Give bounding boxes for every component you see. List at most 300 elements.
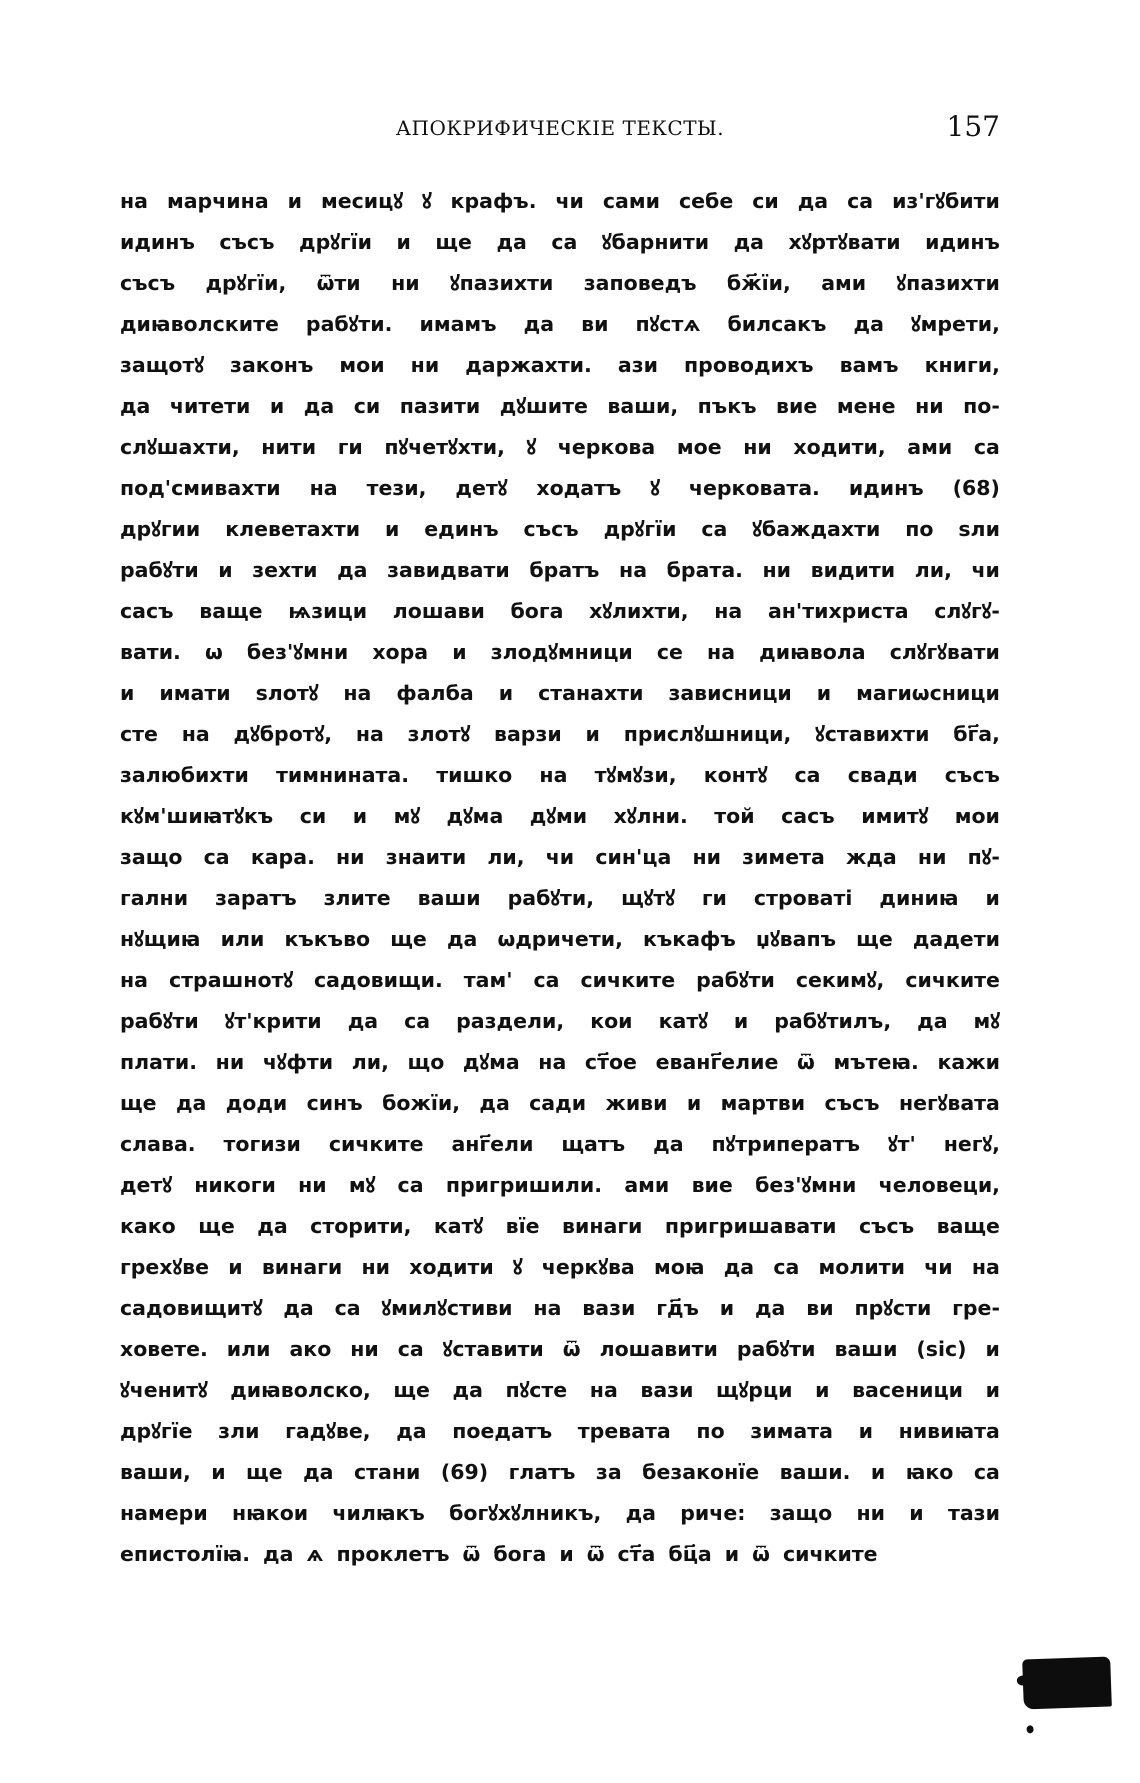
word: заратъ (215, 885, 297, 910)
word: синъ (306, 1090, 363, 1115)
word: клеветахти (225, 516, 361, 541)
word: съсъ (523, 516, 579, 541)
word: злодꙋмници (490, 639, 633, 664)
word: диꙗволско, (230, 1377, 371, 1402)
word: на (971, 1254, 1000, 1279)
word: рабꙋтилъ, (774, 1008, 892, 1033)
word: моꙗ (653, 1254, 705, 1279)
word: на (343, 680, 372, 705)
word: са (397, 1172, 424, 1197)
word: нꙋщиꙗ (120, 926, 201, 951)
page-number: 157 (946, 110, 1000, 143)
word: вамъ (839, 352, 899, 377)
word: си (353, 393, 381, 418)
word: чилꙗкъ (332, 1500, 425, 1525)
ink-blot (1022, 1656, 1112, 1709)
word: ꙋпазихти (449, 270, 554, 295)
word: (sic) (916, 1336, 967, 1361)
word: ꙗко (905, 1459, 954, 1484)
word: ами (624, 1172, 670, 1197)
word: ще (390, 926, 427, 951)
text-line (120, 426, 1000, 467)
text-line (120, 467, 1000, 508)
word: се (656, 639, 683, 664)
word: ꙋт' (888, 1131, 916, 1156)
word: ѕли (958, 516, 1000, 541)
word: ѧ (306, 1541, 324, 1566)
text-line (120, 959, 1000, 1000)
text-line (120, 631, 1000, 672)
word: дꙋма (446, 803, 504, 828)
word: бц҃а (668, 1541, 712, 1566)
word: доди (225, 1090, 288, 1115)
word: ни (215, 1049, 245, 1074)
word: са (973, 1459, 1000, 1484)
word: глатъ (508, 1459, 576, 1484)
word: ходити, (793, 434, 886, 459)
word: хꙋлни. (613, 803, 688, 828)
text-line (120, 590, 1000, 631)
text-line (120, 713, 1000, 754)
word: да (479, 1090, 510, 1115)
word: са (773, 1254, 800, 1279)
word: анг҃ели (451, 1131, 534, 1156)
word: са (334, 1295, 361, 1320)
word: мене (836, 393, 896, 418)
word: ꙋставихти (815, 721, 930, 746)
word: и (452, 639, 467, 664)
word: негꙋ, (943, 1131, 1000, 1156)
word: черковата. (688, 475, 820, 500)
word: да (303, 393, 335, 418)
word: мартви (720, 1090, 806, 1115)
word: ст҃а (617, 1541, 656, 1566)
word: на (309, 475, 338, 500)
word: къкафъ (642, 926, 736, 951)
word: идинъ (848, 475, 924, 500)
word: хꙋлихти, (589, 598, 689, 623)
word: ни (298, 1172, 327, 1197)
word: ꙋ (650, 475, 660, 500)
word: себе (678, 188, 734, 213)
word: ази (617, 352, 658, 377)
word: тези, (366, 475, 427, 500)
word: залюбихти (120, 762, 249, 787)
word: без'ꙋмни (246, 639, 349, 664)
word: заповедъ (583, 270, 697, 295)
word: на (589, 1377, 618, 1402)
word: проводихъ (684, 352, 814, 377)
word: ни (917, 844, 947, 869)
word: ѿти (316, 270, 361, 295)
word: ваши (417, 885, 481, 910)
word: варзи (493, 721, 562, 746)
word: катꙋ (433, 1213, 484, 1238)
word: ꙋченитꙋ (120, 1377, 208, 1402)
word: дрꙋгии (120, 516, 201, 541)
word: единъ (424, 516, 499, 541)
word: магиѡсници (856, 680, 1000, 705)
word: на (120, 188, 148, 213)
word: ваши, (120, 1459, 191, 1484)
word: и (384, 516, 400, 541)
word: плати. (120, 1049, 198, 1074)
word: си (299, 803, 327, 828)
word: на (539, 762, 568, 787)
word: чꙋфти (262, 1049, 334, 1074)
word: ами (907, 434, 953, 459)
word: ги (337, 434, 363, 459)
word: имитꙋ (861, 803, 929, 828)
word: на (619, 557, 648, 582)
text-line (120, 344, 1000, 385)
word: бога (510, 598, 564, 623)
word: да (755, 1295, 786, 1320)
word: дрꙋгїи (299, 229, 372, 254)
word: да (723, 1254, 755, 1279)
text-line (120, 262, 1000, 303)
word: да (347, 1008, 379, 1033)
word: да (337, 557, 368, 582)
text-line (120, 877, 1000, 918)
word: молити (818, 1254, 905, 1279)
word: ст҃ое (584, 1049, 637, 1074)
word: из'гꙋбити (892, 188, 1000, 213)
word: ѡдричети, (497, 926, 623, 951)
word: ами (821, 270, 867, 295)
word: рабꙋти (696, 967, 775, 992)
word: садовищитꙋ (120, 1295, 263, 1320)
text-line (120, 1492, 1000, 1533)
word: сичките (328, 1131, 424, 1156)
word: тогизи (223, 1131, 301, 1156)
word: мꙋ (348, 1172, 376, 1197)
word: (69) (440, 1459, 489, 1484)
word: слꙋшахти, (120, 434, 240, 459)
text-line (120, 303, 1000, 344)
word: пꙋстѧ (635, 311, 701, 336)
word: да (303, 1459, 334, 1484)
word: ще (435, 229, 472, 254)
word: риче: (680, 1500, 746, 1525)
word: да (396, 1418, 427, 1443)
word: пригришили. (445, 1172, 603, 1197)
word: мои (339, 352, 385, 377)
word: и (909, 1500, 924, 1525)
word: нити (261, 434, 317, 459)
word: ваши, (607, 393, 679, 418)
word: сичките (580, 967, 676, 992)
word: мои (954, 803, 1000, 828)
word: ꙋбарнити (601, 229, 710, 254)
word: са (533, 967, 560, 992)
text-line (120, 180, 1000, 221)
word: ѿ (586, 1541, 605, 1566)
word: са (404, 1008, 431, 1033)
text-line (120, 918, 1000, 959)
word: рабꙋти (120, 557, 199, 582)
word: да (797, 188, 829, 213)
word: съсъ (944, 762, 1000, 787)
word: поедатъ (452, 1418, 553, 1443)
word: сторити, (310, 1213, 412, 1238)
word: катꙋ (658, 1008, 708, 1033)
text-line (120, 1041, 1000, 1082)
word: книги, (924, 352, 1000, 377)
word: человеци, (878, 1172, 1000, 1197)
word: бж҃їи, (726, 270, 791, 295)
word: дрꙋгїе (120, 1418, 193, 1443)
word: билсакъ (727, 311, 827, 336)
word: диꙗволските (120, 311, 279, 336)
word: ако (289, 1336, 332, 1361)
word: и (211, 1459, 226, 1484)
word: и (733, 1008, 749, 1033)
word: братъ (529, 557, 600, 582)
word: да (446, 926, 478, 951)
word: ли, (914, 557, 952, 582)
text-line (120, 549, 1000, 590)
word: ни (350, 1336, 379, 1361)
word: и (985, 885, 1000, 910)
word: чи (545, 844, 575, 869)
word: за (595, 1459, 622, 1484)
word: тишко (436, 762, 513, 787)
word: на (355, 721, 384, 746)
word: ли, (351, 1049, 389, 1074)
word: диниꙗ (879, 885, 959, 910)
word: дрꙋгїи (603, 516, 677, 541)
word: гре- (952, 1295, 1000, 1320)
word: божїи, (382, 1090, 461, 1115)
word: да (523, 311, 555, 336)
text-line (120, 221, 1000, 262)
word: чи (971, 557, 1000, 582)
word: гални (120, 885, 189, 910)
word: чи (924, 1254, 953, 1279)
word: ꙋ (421, 188, 432, 213)
word: сади (529, 1090, 587, 1115)
word: ви (581, 311, 609, 336)
text-line (120, 1369, 1000, 1410)
word: ни (692, 844, 721, 869)
word: на (181, 721, 210, 746)
word: щꙋрци (716, 1377, 793, 1402)
word: и (816, 680, 832, 705)
word: гд҃ъ (656, 1295, 699, 1320)
word: на (120, 967, 148, 992)
word: съсъ (120, 270, 176, 295)
word: що (407, 1049, 445, 1074)
text-line-last (120, 1533, 1000, 1574)
word: нивиꙗта (898, 1418, 1000, 1443)
word: диꙗвола (759, 639, 866, 664)
word: са (397, 1336, 424, 1361)
word: са (551, 229, 578, 254)
word: слꙋгꙋ- (934, 598, 1000, 623)
word: вази (582, 1295, 636, 1320)
word: ваще (936, 1213, 1000, 1238)
word: защотꙋ (120, 352, 204, 377)
word: по (905, 516, 934, 541)
word: и (858, 1418, 873, 1443)
word: брата. (666, 557, 743, 582)
word: ще (393, 1377, 430, 1402)
word: къкъво (284, 926, 371, 951)
word: ни (856, 1500, 886, 1525)
word: ще (198, 1213, 235, 1238)
word: щатъ (561, 1131, 626, 1156)
word: мое (676, 434, 722, 459)
word: черкꙋва (541, 1254, 635, 1279)
word: ꙋ (526, 434, 537, 459)
word: негꙋвата (898, 1090, 1000, 1115)
word: ни (762, 557, 792, 582)
word: завидвати (387, 557, 510, 582)
word: кꙋм'шиꙗтꙋкъ (120, 803, 274, 828)
text-line (120, 1000, 1000, 1041)
word: да (733, 229, 765, 254)
word: ще (120, 1090, 157, 1115)
word: станахти (538, 680, 644, 705)
word: намери (120, 1500, 208, 1525)
word: са (794, 762, 821, 787)
word: мътеꙗ. (833, 1049, 919, 1074)
word: слꙋгꙋвати (889, 639, 1000, 664)
word: зимета (742, 844, 825, 869)
word: черкова (557, 434, 656, 459)
word: прꙋсти (854, 1295, 932, 1320)
word: читети (169, 393, 251, 418)
word: ходити (409, 1254, 494, 1279)
word: жда (845, 844, 897, 869)
running-title: АПОКРИФИЧЕСКІЕ ТЕКСТЫ. (395, 116, 725, 140)
word: кои (590, 1008, 633, 1033)
word: са (973, 434, 1000, 459)
word: васеници (852, 1377, 964, 1402)
word: слава. (120, 1131, 196, 1156)
word: зимата (750, 1418, 833, 1443)
word: вази (640, 1377, 694, 1402)
word: тꙋмꙋзи, (594, 762, 677, 787)
word: са (701, 516, 728, 541)
word: пригришавати (664, 1213, 837, 1238)
word: живи (605, 1090, 668, 1115)
word: ни (915, 393, 944, 418)
word: пазити (399, 393, 481, 418)
word: и (287, 188, 303, 213)
word: марчина (166, 188, 269, 213)
word: вие (691, 1172, 733, 1197)
word: тимнината. (276, 762, 410, 787)
word: никоги (194, 1172, 276, 1197)
word: ꙋмрети, (910, 311, 1000, 336)
word: да (653, 1131, 684, 1156)
word: и (686, 1090, 702, 1115)
word: пꙋчетꙋхти, (384, 434, 505, 459)
word: фалба (396, 680, 474, 705)
word: имамъ (419, 311, 497, 336)
text-line (120, 1205, 1000, 1246)
word: сасъ (781, 803, 835, 828)
word: дрꙋгїи, (205, 270, 287, 295)
word: и (870, 1459, 886, 1484)
text-line (120, 1451, 1000, 1492)
word: винаги (561, 1213, 643, 1238)
word: си (752, 188, 779, 213)
word: пꙋсте (505, 1377, 568, 1402)
word: ли, (487, 844, 525, 869)
text-line (120, 1287, 1000, 1328)
word: ни (410, 352, 440, 377)
word: ꙋпазихти (896, 270, 1000, 295)
word: (68) (952, 475, 1000, 500)
word: винаги (261, 1254, 343, 1279)
word: крафъ. (450, 188, 537, 213)
word: стани (353, 1459, 421, 1484)
word: вїе (505, 1213, 540, 1238)
word: съсъ (824, 1090, 880, 1115)
word: прислꙋшници, (623, 721, 792, 746)
word: и (498, 680, 514, 705)
text-line (120, 385, 1000, 426)
word: идинъ (925, 229, 1000, 254)
word: секимꙋ, (795, 967, 885, 992)
word: детꙋ (455, 475, 508, 500)
word: и (396, 229, 411, 254)
word: ховете. (120, 1336, 208, 1361)
word: дꙋшите (499, 393, 588, 418)
word: и (559, 1541, 574, 1566)
word: ни (336, 844, 365, 869)
word: ви (806, 1295, 834, 1320)
word: нꙗкои (231, 1500, 309, 1525)
word: и (120, 680, 135, 705)
word: на (714, 598, 743, 623)
word: сасъ (120, 598, 174, 623)
text-line (120, 1328, 1000, 1369)
word: ѡ (204, 639, 223, 664)
word: и (585, 721, 600, 746)
word: дадети (912, 926, 1000, 951)
word: законъ (230, 352, 314, 377)
word: на (533, 1295, 562, 1320)
word: лошавити (599, 1336, 718, 1361)
text-line (120, 1123, 1000, 1164)
word: тревата (577, 1418, 671, 1443)
word: защо (769, 1500, 833, 1525)
word: џꙋвапъ (755, 926, 837, 951)
word: строватi (753, 885, 853, 910)
word: или (226, 1336, 271, 1361)
word: съсъ (219, 229, 275, 254)
running-head (120, 110, 1000, 150)
word: дꙋбротꙋ, (233, 721, 333, 746)
word: ни (743, 434, 772, 459)
word: ваши. (779, 1459, 851, 1484)
word: сами (602, 188, 661, 213)
word: ще (856, 926, 893, 951)
word: ваши (834, 1336, 898, 1361)
word: мꙋ (973, 1008, 1000, 1033)
word: и (985, 1336, 1000, 1361)
word: ꙋт'крити (224, 1008, 322, 1033)
word: дꙋми (529, 803, 588, 828)
word: ѩзици (288, 598, 368, 623)
word: раздели, (456, 1008, 565, 1033)
word: ꙋставити (442, 1336, 544, 1361)
word: ги (701, 885, 727, 910)
